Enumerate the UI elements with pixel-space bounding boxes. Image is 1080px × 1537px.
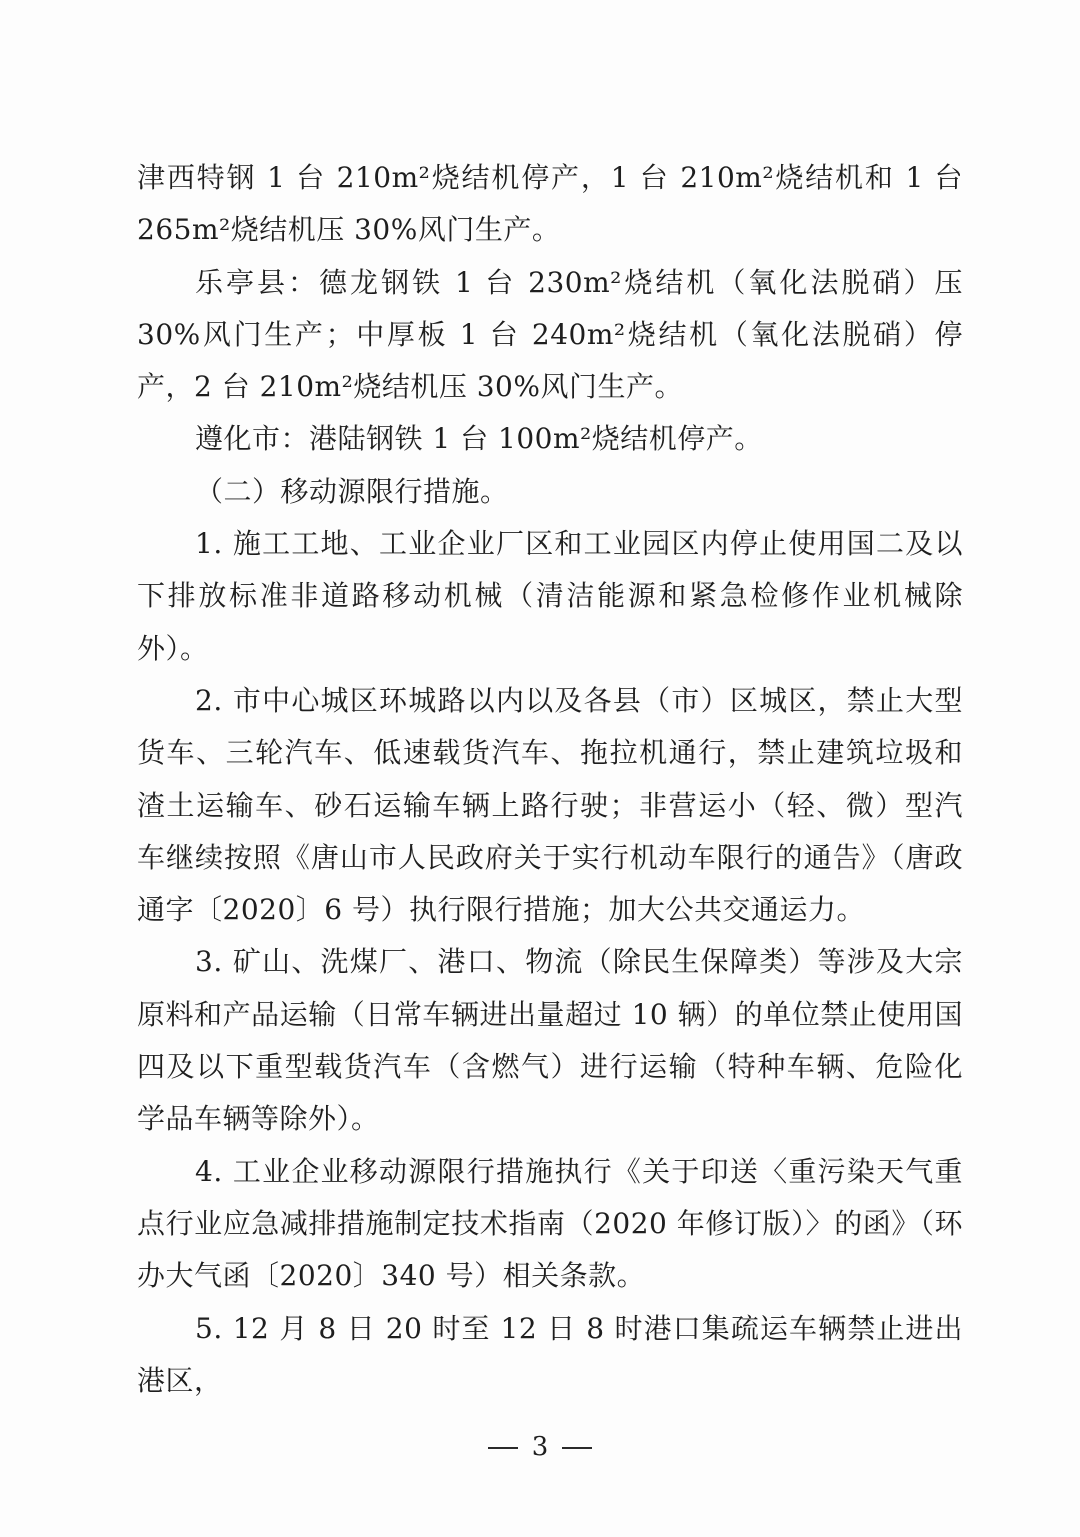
paragraph-item-1: 1. 施工工地、工业企业厂区和工业园区内停止使用国二及以下排放标准非道路移动机械（清洁能源和紧急检修作业机械除外）。 bbox=[137, 527, 963, 665]
page-number: 3 bbox=[531, 1432, 549, 1462]
paragraph-jinxi: 津西特钢 1 台 210m²烧结机停产，1 台 210m²烧结机和 1 台 265m²烧结机压 30%风门生产。 bbox=[137, 161, 963, 247]
page-footer bbox=[0, 1432, 1080, 1462]
paragraph-item-2: 2. 市中心城区环城路以内以及各县（市）区城区，禁止大型货车、三轮汽车、低速载货汽车、拖拉机通行，禁止建筑垃圾和渣土运输车、砂石运输车辆上路行驶；非营运小（轻、微）型汽车继续按照《唐山市人民政府关于实行机动车限行的通告》（唐政通字〔2020〕6 号）执行限行措施；加大公共交通运力。 bbox=[137, 683, 963, 927]
paragraph-laoting: 乐亭县：德龙钢铁 1 台 230m²烧结机（氧化法脱硝）压 30%风门生产；中厚板 1 台 240m²烧结机（氧化法脱硝）停产，2 台 210m²烧结机压 30%风门生产。 bbox=[137, 265, 963, 404]
section-heading-mobile-source: （二）移动源限行措施。 bbox=[195, 474, 509, 508]
paragraph-item-5: 5. 12 月 8 日 20 时至 12 日 8 时港口集疏运车辆禁止进出港区， bbox=[137, 1311, 963, 1397]
paragraph-item-4: 4. 工业企业移动源限行措施执行《关于印送〈重污染天气重点行业应急减排措施制定技术指南（2020 年修订版）〉的函》（环办大气函〔2020〕340 号）相关条款。 bbox=[137, 1154, 963, 1293]
paragraph-item-3: 3. 矿山、洗煤厂、港口、物流（除民生保障类）等涉及大宗原料和产品运输（日常车辆进出量超过 10 辆）的单位禁止使用国四及以下重型载货汽车（含燃气）进行运输（特种车辆、危险化学品车辆等除外）。 bbox=[137, 945, 963, 1136]
footer-dash-left bbox=[488, 1447, 518, 1449]
document-body bbox=[137, 152, 963, 1407]
paragraph-zunhua: 遵化市：港陆钢铁 1 台 100m²烧结机停产。 bbox=[195, 422, 763, 456]
footer-dash-right bbox=[562, 1447, 592, 1449]
